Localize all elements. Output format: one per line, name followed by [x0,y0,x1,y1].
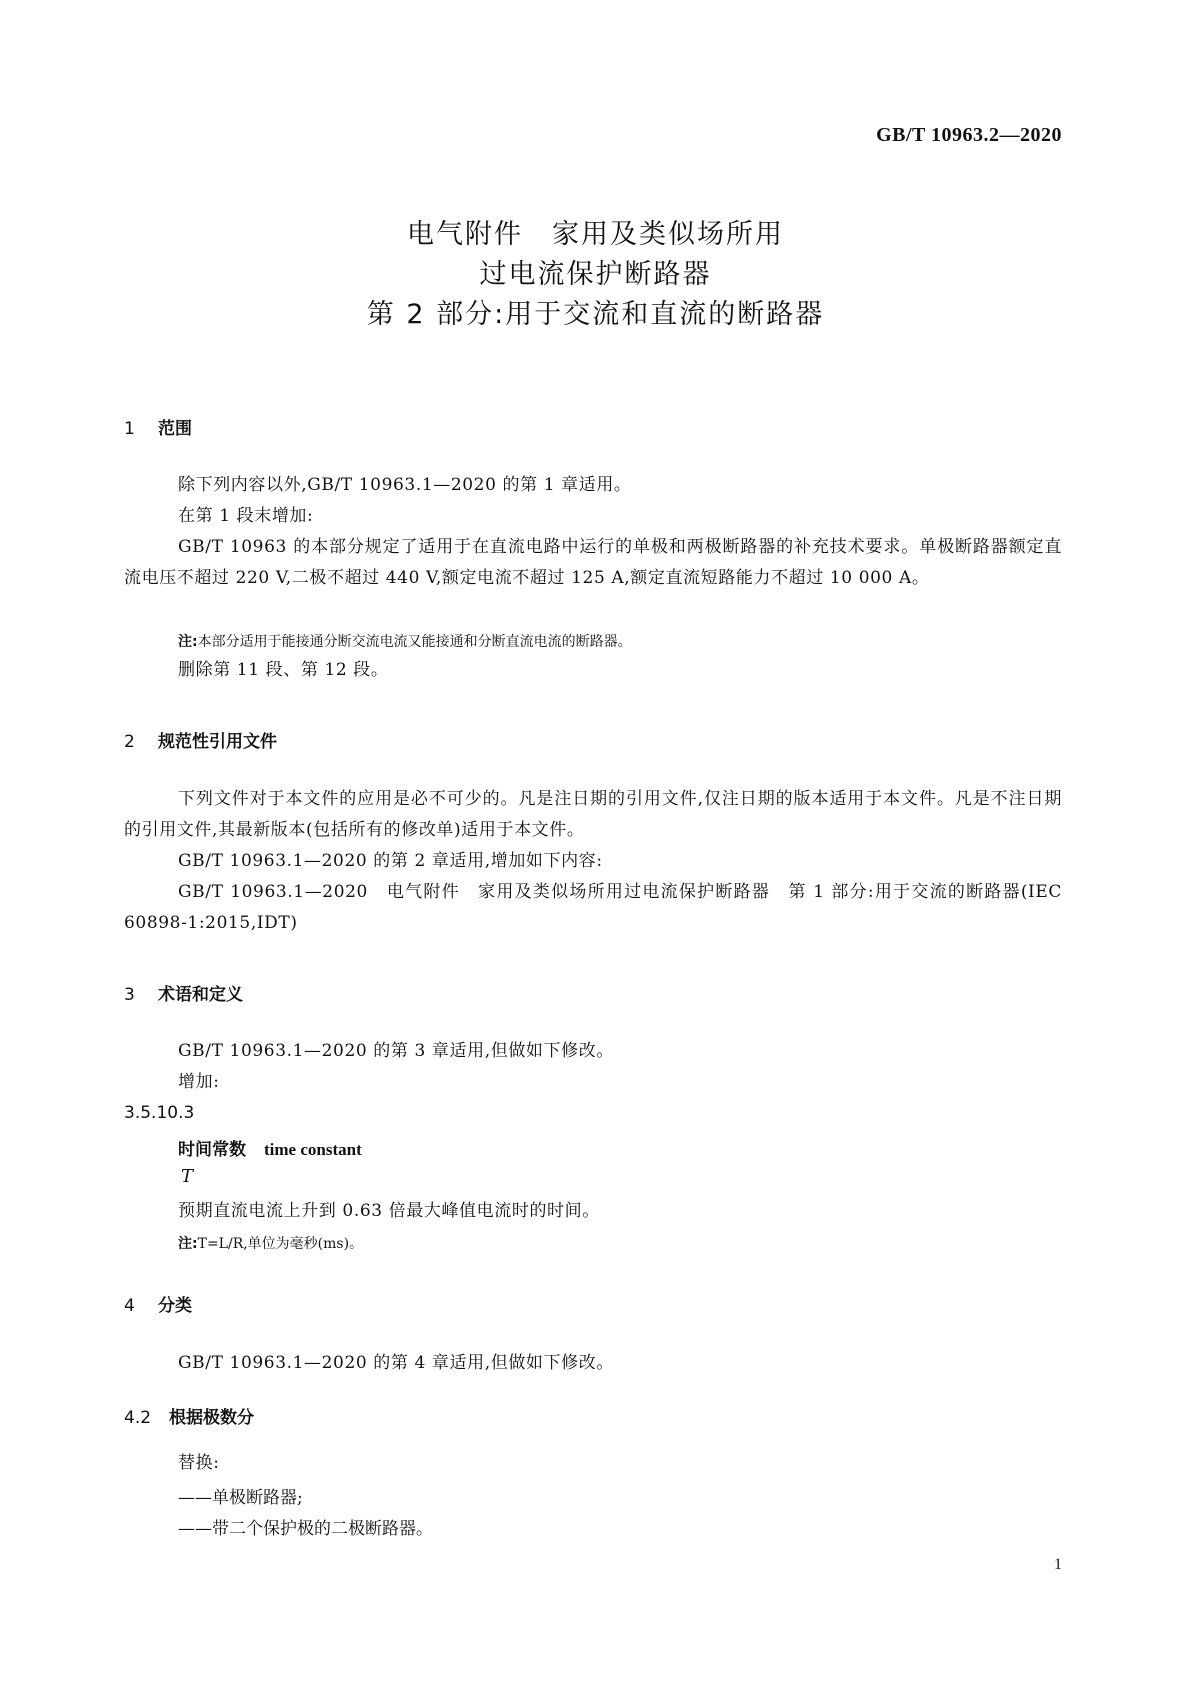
section-1-note [178,631,632,651]
section-2-paragraph-3: GB/T 10963.1—2020 电气附件 家用及类似场所用过电流保护断路器 第 1 部分:用于交流的断路器(IEC 60898-1:2015,IDT) [124,882,1062,933]
note-text: 本部分适用于能接通分断交流电流又能接通和分断直流电流的断路器。 [197,634,632,650]
section-2-heading [124,727,277,752]
section-number: 3 [124,985,135,1005]
section-number: 1 [124,419,135,439]
section-title: 规范性引用文件 [158,732,277,752]
document-title-line-3: 第 2 部分:用于交流和直流的断路器 [366,299,825,330]
note-label: 注: [178,1236,198,1252]
section-1-paragraph-4: 删除第 11 段、第 12 段。 [178,660,389,680]
section-title: 根据极数分 [169,1408,254,1428]
section-title: 分类 [158,1296,192,1316]
page-number: 1 [1054,1556,1062,1573]
section-1-paragraph-3: GB/T 10963 的本部分规定了适用于在直流电路中运行的单极和两极断路器的补充技术要求。单极断路器额定直流电压不超过 220 V,二极不超过 440 V,额定电流不超过 125 A,额定直流短路能力不超过 10 000 A。 [124,537,1062,588]
section-1-paragraph-2: 在第 1 段末增加: [178,506,314,526]
list-item: ——带二个保护极的二极断路器。 [178,1519,433,1539]
section-2-paragraph-2: GB/T 10963.1—2020 的第 2 章适用,增加如下内容: [178,851,603,871]
term-symbol: T [181,1166,194,1187]
section-number: 4.2 [124,1408,152,1428]
section-title: 范围 [158,419,192,439]
term-number: 3.5.10.3 [124,1103,195,1123]
term-name-chinese: 时间常数 [178,1140,246,1160]
section-4-paragraph-1: GB/T 10963.1—2020 的第 4 章适用,但做如下修改。 [178,1353,614,1373]
section-3-note [178,1233,363,1253]
term-definition: 预期直流电流上升到 0.63 倍最大峰值电流时的时间。 [178,1201,600,1221]
section-title: 术语和定义 [158,985,243,1005]
section-number: 4 [124,1296,135,1316]
section-1-heading [124,414,192,439]
document-title-line-1: 电气附件 家用及类似场所用 [407,219,784,250]
note-text: T=L/R,单位为毫秒(ms)。 [197,1236,364,1252]
term-name-english: time constant [264,1140,362,1159]
term-name [178,1135,362,1160]
note-label: 注: [178,634,198,650]
list-item: ——单极断路器; [178,1488,303,1508]
section-4-heading [124,1291,192,1316]
section-2-paragraph-1: 下列文件对于本文件的应用是必不可少的。凡是注日期的引用文件,仅注日期的版本适用于本文件。凡是不注日期的引用文件,其最新版本(包括所有的修改单)适用于本文件。 [124,789,1062,840]
document-title-line-2: 过电流保护断路器 [479,259,712,290]
section-number: 2 [124,732,135,752]
section-4-2-paragraph-1: 替换: [178,1453,220,1473]
section-3-heading [124,980,243,1005]
section-1-paragraph-1: 除下列内容以外,GB/T 10963.1—2020 的第 1 章适用。 [178,475,632,495]
section-3-paragraph-1: GB/T 10963.1—2020 的第 3 章适用,但做如下修改。 [178,1041,614,1061]
section-3-paragraph-2: 增加: [178,1072,220,1092]
section-4-2-heading [124,1403,254,1428]
document-code: GB/T 10963.2—2020 [876,124,1062,146]
